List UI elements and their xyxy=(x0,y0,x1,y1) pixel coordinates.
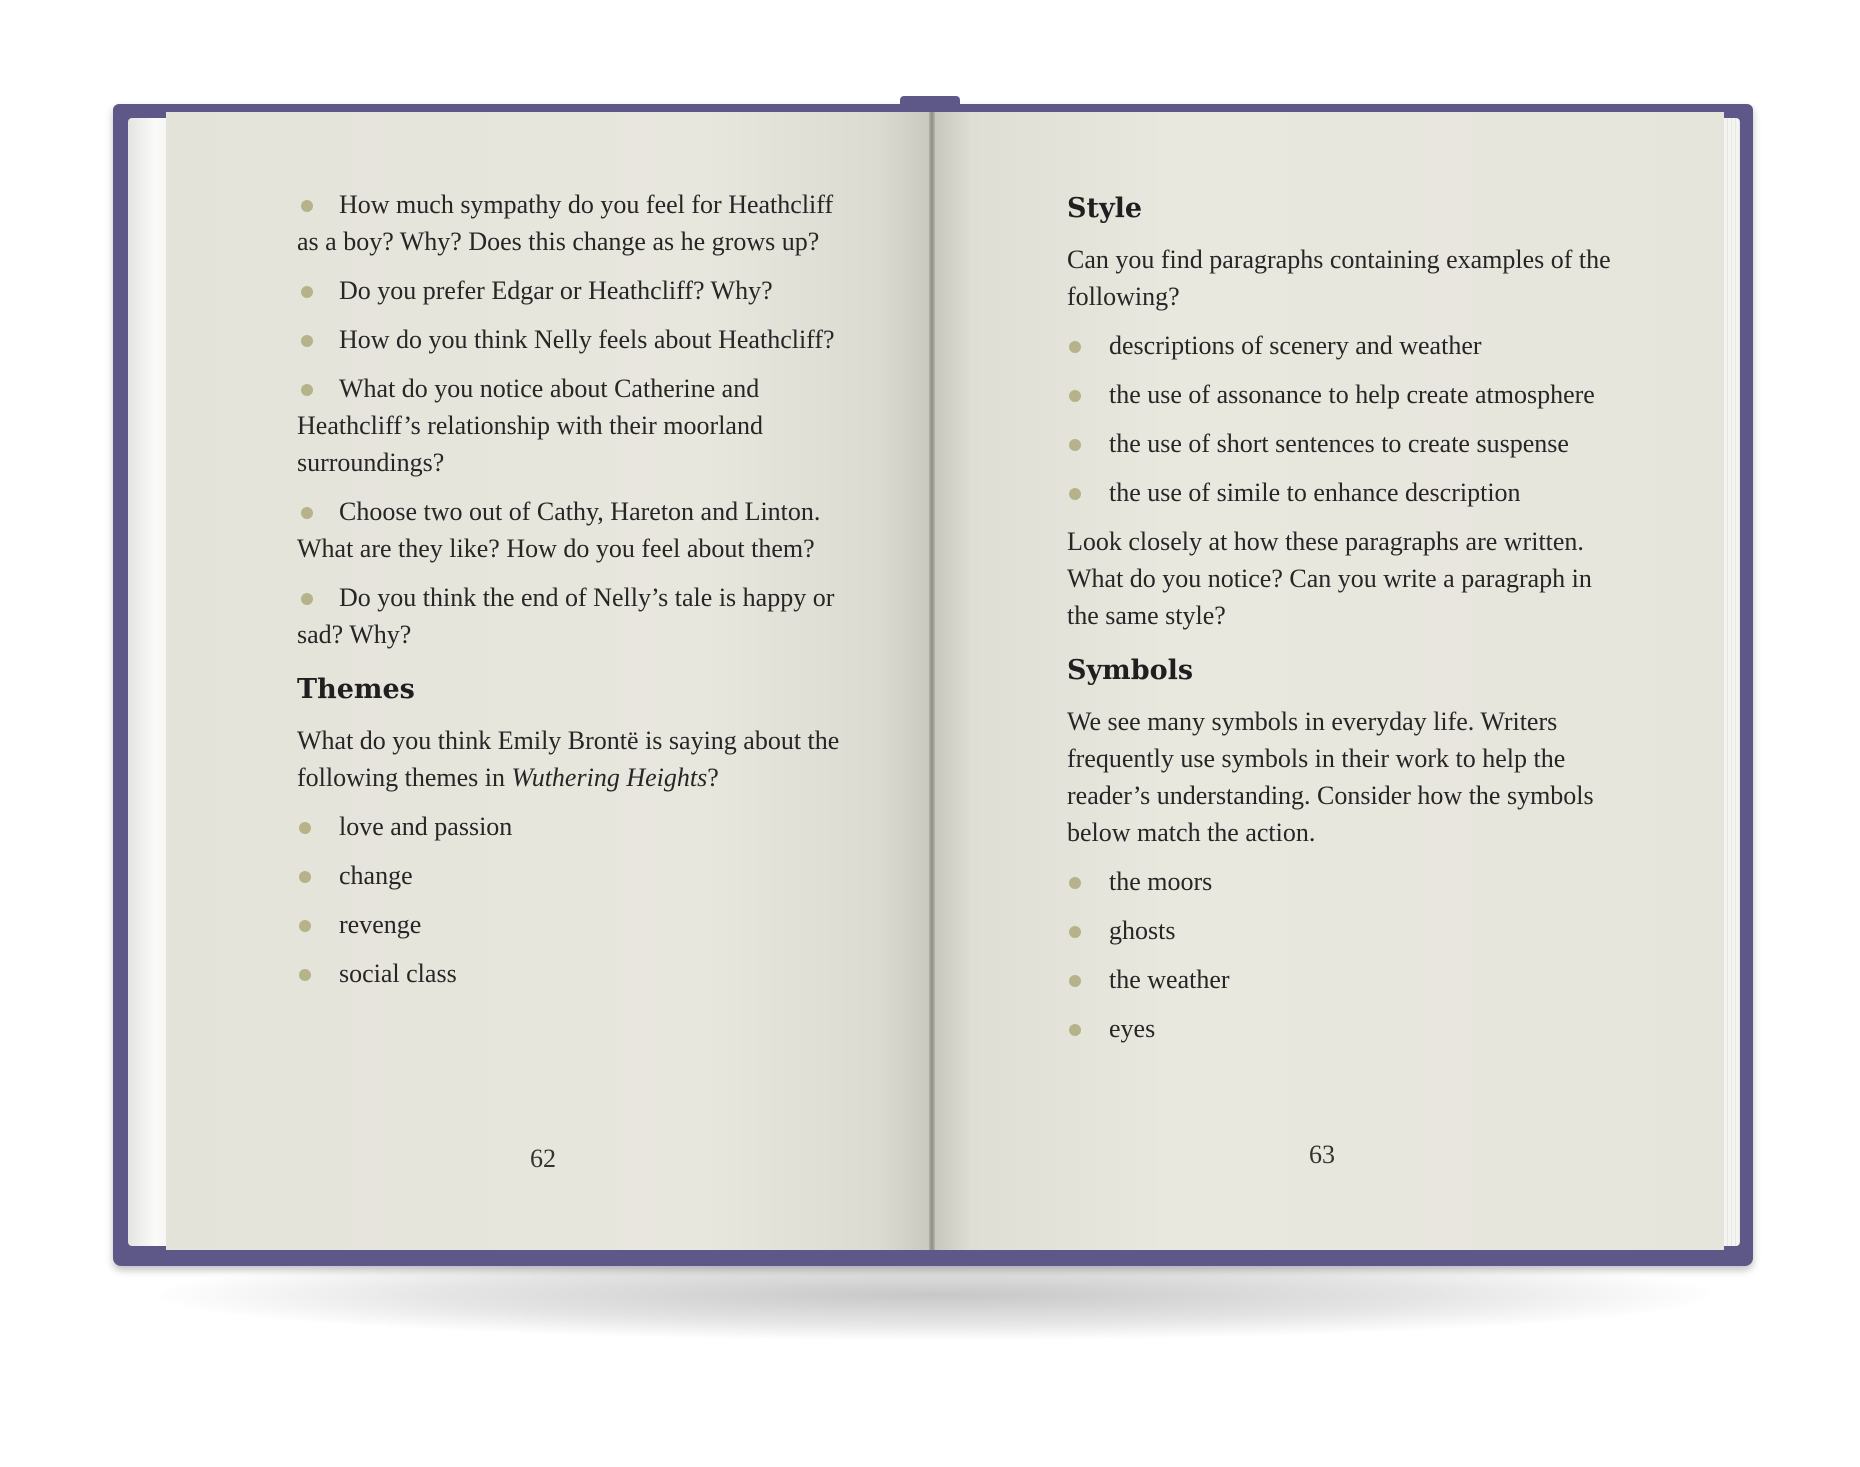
theme-item: change xyxy=(297,857,857,894)
themes-list xyxy=(297,808,857,992)
themes-intro xyxy=(297,722,857,796)
book-gutter xyxy=(929,112,935,1250)
style-item: the use of short sentences to create suspense xyxy=(1067,425,1627,462)
question-item: How much sympathy do you feel for Heathcliff as a boy? Why? Does this change as he grows up? xyxy=(297,186,857,260)
symbols-intro: We see many symbols in everyday life. Writers frequently use symbols in their work to help the reader’s understanding. Consider how the symbols below match the action. xyxy=(1067,707,1594,847)
left-page-content xyxy=(297,186,857,1004)
theme-item: social class xyxy=(297,955,857,992)
symbols-list xyxy=(1067,863,1627,1047)
question-item: Do you think the end of Nelly’s tale is happy or sad? Why? xyxy=(297,579,857,653)
themes-heading: Themes xyxy=(297,674,415,705)
style-item: the use of assonance to help create atmosphere xyxy=(1067,376,1627,413)
themes-intro-text: What do you think Emily Brontë is saying about the following themes in xyxy=(297,726,840,792)
theme-item: love and passion xyxy=(297,808,857,845)
symbols-heading: Symbols xyxy=(1067,655,1194,686)
style-list xyxy=(1067,327,1627,511)
symbol-item: the moors xyxy=(1067,863,1627,900)
themes-intro-end: ? xyxy=(707,763,719,792)
right-page-content xyxy=(1067,190,1627,1059)
page-number-right: 63 xyxy=(1309,1140,1335,1169)
question-item: Do you prefer Edgar or Heathcliff? Why? xyxy=(297,272,857,309)
theme-item: revenge xyxy=(297,906,857,943)
question-item: How do you think Nelly feels about Heathcliff? xyxy=(297,321,857,358)
symbol-item: ghosts xyxy=(1067,912,1627,949)
symbol-item: the weather xyxy=(1067,961,1627,998)
book-title: Wuthering Heights xyxy=(511,763,708,792)
page-number-left: 62 xyxy=(530,1144,556,1173)
style-item: descriptions of scenery and weather xyxy=(1067,327,1627,364)
style-heading: Style xyxy=(1067,193,1143,224)
style-item: the use of simile to enhance description xyxy=(1067,474,1627,511)
question-item: What do you notice about Catherine and Heathcliff’s relationship with their moorland surroundings? xyxy=(297,370,857,481)
style-outro: Look closely at how these paragraphs are written. What do you notice? Can you write a paragraph in the same style? xyxy=(1067,527,1592,630)
symbol-item: eyes xyxy=(1067,1010,1627,1047)
question-item: Choose two out of Cathy, Hareton and Linton. What are they like? How do you feel about them? xyxy=(297,493,857,567)
style-intro: Can you find paragraphs containing examples of the following? xyxy=(1067,245,1611,311)
